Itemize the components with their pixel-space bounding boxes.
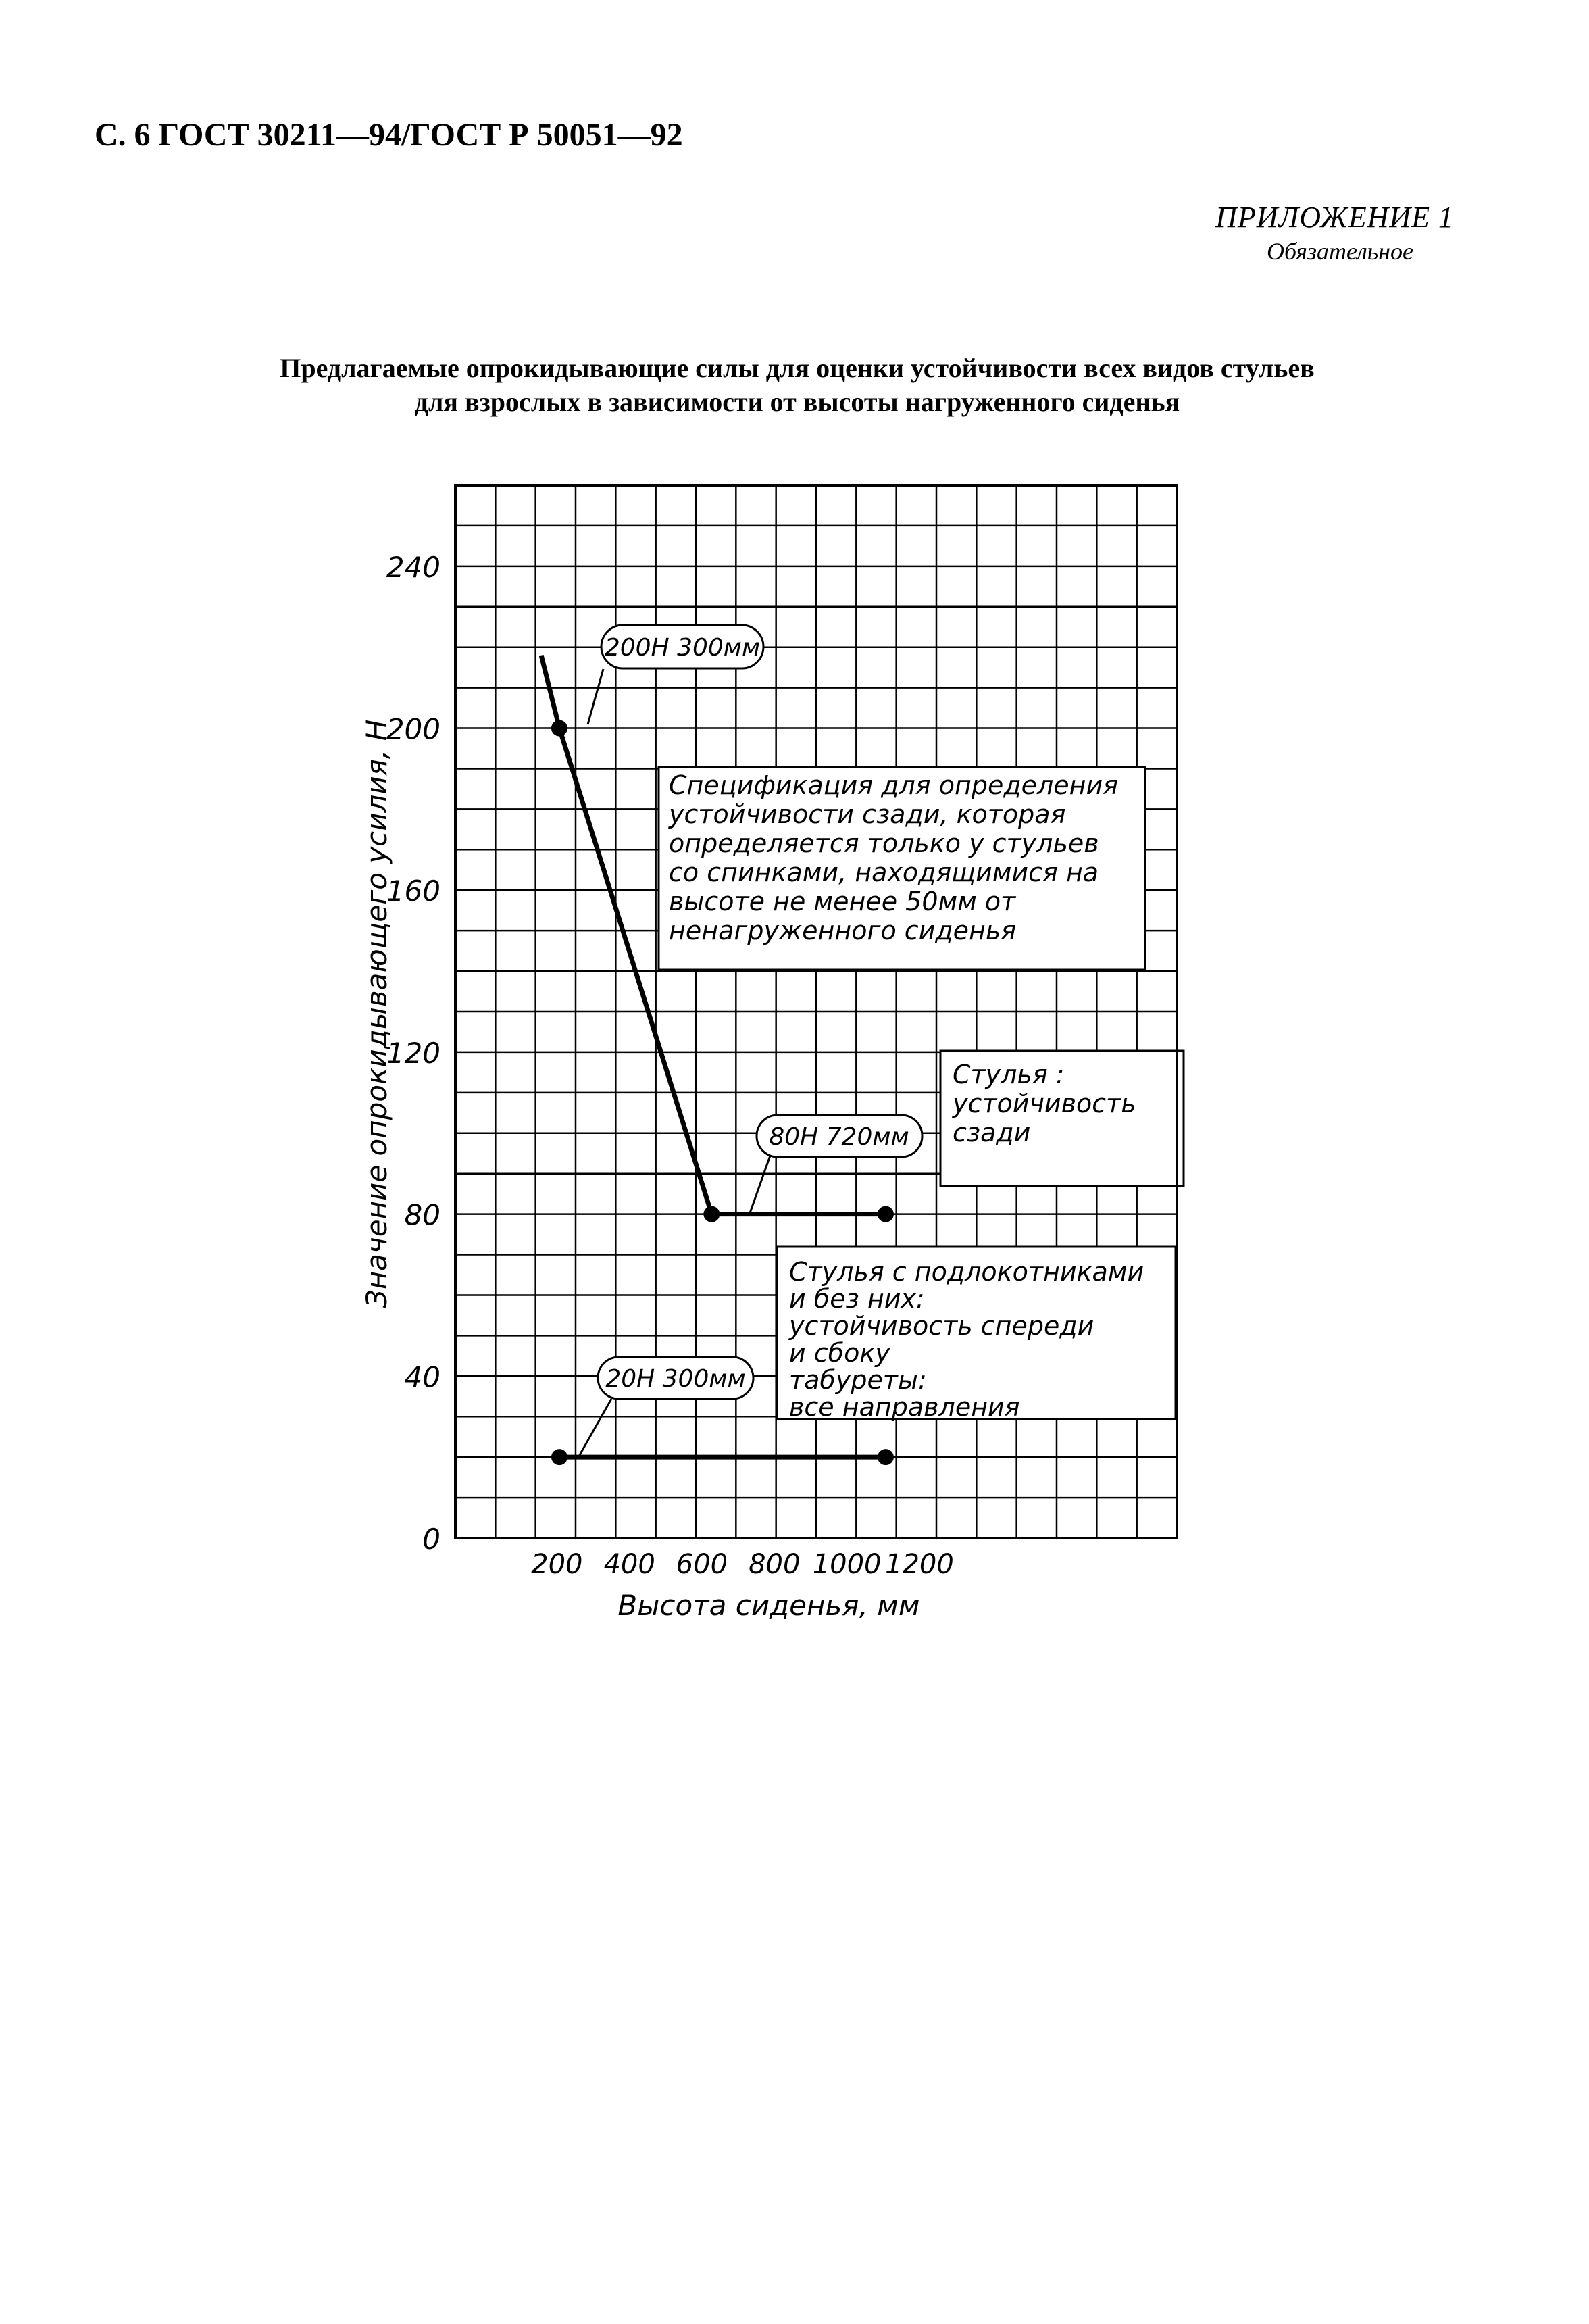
note-front-line-4: и сбоку [789, 1338, 890, 1368]
y-tick-label: 240 [386, 550, 440, 584]
data-point [878, 1449, 894, 1465]
x-tick-label: 400 [603, 1549, 655, 1580]
label-20: 20Н 300мм [605, 1365, 746, 1393]
data-point [878, 1206, 894, 1222]
leader-200 [588, 669, 603, 724]
note-front-line-6: все направления [789, 1392, 1020, 1422]
y-tick-label: 40 [404, 1360, 440, 1394]
x-tick-label: 200 [531, 1549, 583, 1580]
y-tick-label: 120 [386, 1036, 440, 1070]
note-spec-line-4: со спинками, находящимися на [669, 858, 1099, 887]
leader-20 [580, 1399, 611, 1455]
label-80: 80Н 720мм [769, 1123, 909, 1151]
x-axis-label: Высота сиденья, мм [617, 1589, 920, 1622]
note-back-line-3: сзади [953, 1118, 1031, 1147]
figure-title-line1: Предлагаемые опрокидывающие силы для оценки устойчивости всех видов стульев [280, 353, 1315, 383]
y-tick-label: 80 [404, 1198, 440, 1232]
note-spec-line-5: высоте не менее 50мм от [669, 887, 1016, 916]
ticks [386, 551, 954, 1580]
data-point [551, 1449, 568, 1465]
annotation-20 [580, 1357, 753, 1455]
y-tick-label: 0 [422, 1523, 440, 1556]
page-header: С. 6 ГОСТ 30211—94/ГОСТ Р 50051—92 [95, 117, 683, 153]
leader-80 [750, 1156, 770, 1213]
note-front-line-5: табуреты: [789, 1365, 927, 1395]
x-tick-label: 1000 [812, 1549, 882, 1580]
note-spec-line-6: ненагруженного сиденья [669, 916, 1017, 945]
y-axis-label: Значение опрокидывающего усилия, Н [360, 719, 393, 1308]
note-back-line-2: устойчивость [953, 1089, 1136, 1118]
data-point [703, 1206, 720, 1222]
note-spec-line-2: устойчивости сзади, которая [669, 799, 1066, 829]
appendix-subtitle: Обязательное [1267, 238, 1413, 265]
figure-title-line2: для взрослых в зависимости от высоты нагруженного сиденья [414, 387, 1180, 417]
x-tick-label: 800 [749, 1549, 801, 1580]
note-back-line-1: Стулья : [953, 1060, 1065, 1089]
x-tick-label: 600 [676, 1549, 728, 1580]
note-front-line-1: Стулья с подлокотниками [789, 1257, 1144, 1287]
note-front-line-2: и без них: [789, 1284, 925, 1314]
appendix-title: ПРИЛОЖЕНИЕ 1 [1215, 201, 1454, 234]
annotation-200 [588, 625, 763, 724]
y-tick-label: 200 [386, 712, 440, 746]
y-tick-label: 160 [386, 874, 440, 908]
note-spec-line-1: Спецификация для определения [669, 770, 1119, 800]
label-200: 200Н 300мм [604, 634, 761, 662]
note-spec-line-3: определяется только у стульев [669, 829, 1099, 858]
note-front-line-3: устойчивость спереди [789, 1311, 1094, 1341]
x-tick-label: 1200 [885, 1549, 954, 1580]
data-point [551, 720, 568, 737]
